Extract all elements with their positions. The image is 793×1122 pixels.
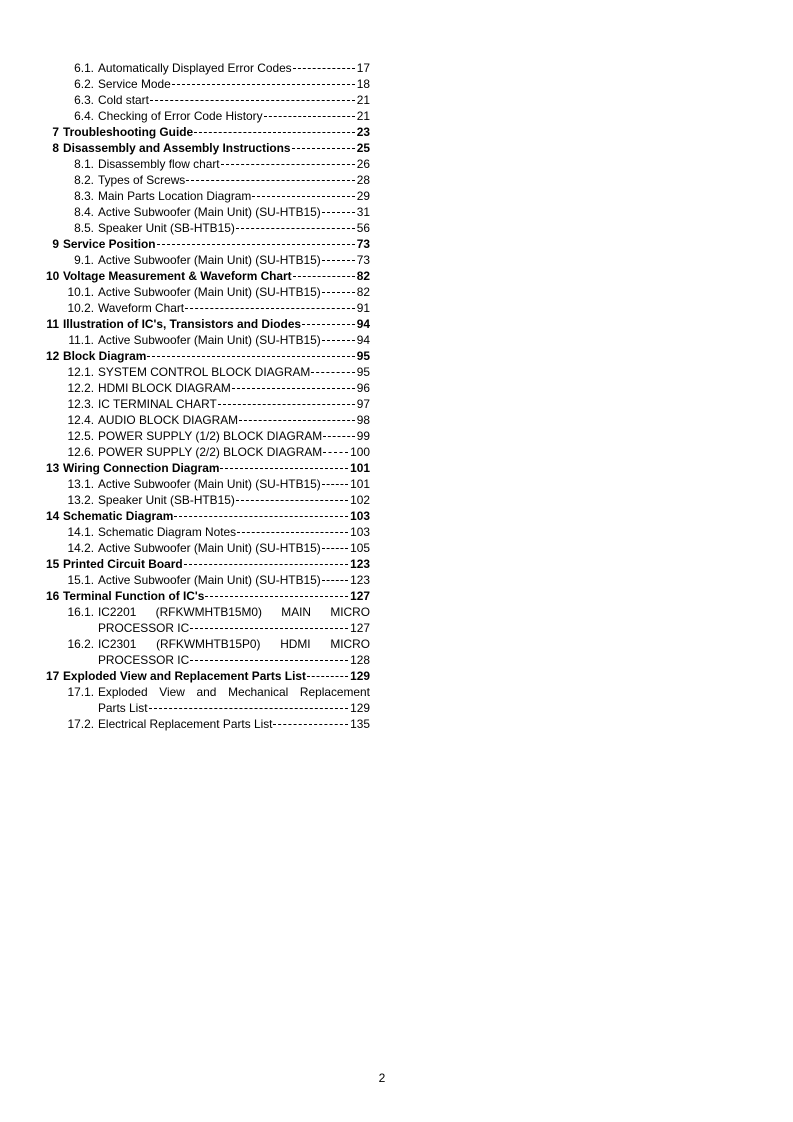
toc-dot-leader: [307, 675, 348, 677]
toc-section-entry[interactable]: [46, 156, 370, 172]
toc-dot-leader: [322, 483, 348, 485]
toc-section-entry[interactable]: [46, 572, 370, 588]
toc-entry-page: 94: [356, 333, 370, 347]
toc-entry-title: Illustration of IC's, Transistors and Diodes: [63, 317, 302, 331]
toc-dot-leader: [322, 211, 355, 213]
toc-entry-title: Types of Screws: [98, 173, 186, 187]
toc-entry-page: 82: [356, 285, 370, 299]
toc-entry-number: 6.2.: [74, 77, 94, 91]
toc-chapter-entry[interactable]: [46, 556, 370, 572]
toc-dot-leader: [172, 83, 355, 85]
toc-entry-title-word: IC2301: [98, 637, 137, 651]
toc-section-entry[interactable]: [46, 60, 370, 76]
toc-entry-page: 21: [356, 93, 370, 107]
toc-dot-leader: [293, 67, 355, 69]
page-number: 2: [378, 1071, 386, 1085]
toc-entry-title: Parts List: [98, 701, 148, 715]
toc-section-entry[interactable]: [46, 396, 370, 412]
toc-entry-page: 31: [356, 205, 370, 219]
toc-section-entry[interactable]: [46, 332, 370, 348]
toc-entry-number: 8.5.: [74, 221, 94, 235]
toc-chapter-entry[interactable]: [46, 268, 370, 284]
toc-entry-number: 16: [46, 589, 60, 603]
toc-section-entry[interactable]: [46, 412, 370, 428]
toc-section-entry[interactable]: [46, 620, 370, 636]
toc-section-entry[interactable]: [46, 300, 370, 316]
toc-entry-title: Active Subwoofer (Main Unit) (SU-HTB15): [98, 205, 321, 219]
toc-section-entry[interactable]: [46, 364, 370, 380]
toc-dot-leader: [147, 355, 355, 357]
toc-entry-page: 18: [356, 77, 370, 91]
toc-entry-page: 96: [356, 381, 370, 395]
toc-dot-leader: [322, 291, 355, 293]
toc-entry-title: [98, 604, 370, 620]
toc-entry-title: Electrical Replacement Parts List: [98, 717, 273, 731]
toc-dot-leader: [186, 179, 355, 181]
toc-dot-leader: [236, 227, 355, 229]
toc-entry-page: 127: [350, 621, 370, 635]
toc-section-entry[interactable]: [46, 204, 370, 220]
toc-dot-leader: [323, 451, 348, 453]
toc-chapter-entry[interactable]: [46, 508, 370, 524]
toc-chapter-entry[interactable]: [46, 236, 370, 252]
toc-entry-number: 9.1.: [74, 253, 94, 267]
toc-entry-page: 102: [350, 493, 370, 507]
toc-entry-page: 95: [356, 349, 370, 363]
toc-dot-leader: [322, 259, 355, 261]
toc-entry-page: 23: [356, 125, 370, 139]
toc-dot-leader: [237, 531, 348, 533]
toc-entry-title: Terminal Function of IC's: [63, 589, 205, 603]
toc-entry-title: Active Subwoofer (Main Unit) (SU-HTB15): [98, 285, 321, 299]
toc-dot-leader: [157, 243, 355, 245]
toc-entry-title: SYSTEM CONTROL BLOCK DIAGRAM: [98, 365, 311, 379]
toc-entry-title: Speaker Unit (SB-HTB15): [98, 493, 235, 507]
toc-section-entry[interactable]: [46, 428, 370, 444]
toc-dot-leader: [205, 595, 348, 597]
toc-entry-title: Wiring Connection Diagram: [63, 461, 220, 475]
toc-dot-leader: [252, 195, 354, 197]
toc-entry-title: IC TERMINAL CHART: [98, 397, 217, 411]
toc-dot-leader: [302, 323, 355, 325]
toc-entry-number: 12.5.: [67, 429, 94, 443]
toc-entry-title: Active Subwoofer (Main Unit) (SU-HTB15): [98, 541, 321, 555]
toc-entry-title: Service Position: [63, 237, 156, 251]
toc-entry-page: 91: [356, 301, 370, 315]
toc-dot-leader: [218, 403, 355, 405]
toc-entry-number: 6.1.: [74, 61, 94, 75]
toc-dot-leader: [322, 579, 348, 581]
toc-entry-page: 129: [350, 669, 370, 683]
toc-entry-page: 21: [356, 109, 370, 123]
toc-entry-page: 103: [350, 525, 370, 539]
toc-entry-number: 10.2.: [67, 301, 94, 315]
toc-entry-number: 8.3.: [74, 189, 94, 203]
toc-section-entry[interactable]: [46, 476, 370, 492]
toc-entry-number: 16.2.: [67, 637, 94, 651]
toc-chapter-entry[interactable]: [46, 348, 370, 364]
toc-entry-title: PROCESSOR IC: [98, 621, 190, 635]
toc-chapter-entry[interactable]: [46, 460, 370, 476]
toc-entry-number: 11.1.: [68, 333, 94, 347]
toc-entry-title-word: IC2201: [98, 605, 137, 619]
toc-entry-number: 15.1.: [67, 573, 94, 587]
toc-entry-title: Troubleshooting Guide: [63, 125, 194, 139]
toc-chapter-entry[interactable]: [46, 588, 370, 604]
toc-entry-page: 97: [356, 397, 370, 411]
toc-entry-title: Block Diagram: [63, 349, 147, 363]
toc-entry-title: Schematic Diagram: [63, 509, 174, 523]
toc-dot-leader: [190, 627, 348, 629]
toc-entry-number: 8.1.: [74, 157, 94, 171]
toc-entry-number: 10: [46, 269, 60, 283]
toc-section-entry[interactable]: [46, 380, 370, 396]
toc-section-entry[interactable]: [46, 76, 370, 92]
toc-entry-number: 12.1.: [67, 365, 94, 379]
toc-entry-title: Disassembly and Assembly Instructions: [63, 141, 291, 155]
toc-entry-title: POWER SUPPLY (1/2) BLOCK DIAGRAM: [98, 429, 323, 443]
toc-entry-title: Active Subwoofer (Main Unit) (SU-HTB15): [98, 253, 321, 267]
toc-chapter-entry[interactable]: [46, 316, 370, 332]
toc-entry-number: 13: [46, 461, 60, 475]
toc-section-entry[interactable]: [46, 92, 370, 108]
toc-entry-number: 8.4.: [74, 205, 94, 219]
toc-section-entry[interactable]: [46, 220, 370, 236]
toc-dot-leader: [220, 467, 348, 469]
toc-entry-page: 82: [356, 269, 370, 283]
toc-entry-number: 9: [52, 237, 59, 251]
toc-section-entry[interactable]: [46, 188, 370, 204]
toc-section-entry[interactable]: [46, 492, 370, 508]
toc-entry-title: Service Mode: [98, 77, 171, 91]
toc-entry-title-word: Mechanical: [228, 685, 289, 699]
toc-entry-number: 14.2.: [67, 541, 94, 555]
toc-entry-title: AUDIO BLOCK DIAGRAM: [98, 413, 239, 427]
toc-entry-page: 29: [356, 189, 370, 203]
toc-dot-leader: [322, 547, 348, 549]
toc-entry-number: 12: [46, 349, 60, 363]
toc-entry-number: 17.1.: [67, 685, 94, 699]
toc-dot-leader: [292, 147, 355, 149]
toc-entry-title-word: MICRO: [330, 637, 370, 651]
toc-entry-title: [98, 636, 370, 652]
toc-entry-title: Active Subwoofer (Main Unit) (SU-HTB15): [98, 573, 321, 587]
toc-dot-leader: [221, 163, 355, 165]
toc-entry-title: Voltage Measurement & Waveform Chart: [63, 269, 292, 283]
toc-entry-page: 128: [350, 653, 370, 667]
toc-entry-page: 123: [350, 573, 370, 587]
toc-entry-title: Automatically Displayed Error Codes: [98, 61, 292, 75]
toc-dot-leader: [185, 307, 355, 309]
toc-entry-title: Waveform Chart: [98, 301, 185, 315]
toc-section-entry[interactable]: [46, 700, 370, 716]
toc-chapter-entry[interactable]: [46, 124, 370, 140]
toc-dot-leader: [236, 499, 348, 501]
toc-entry-page: 73: [356, 237, 370, 251]
toc-entry-page: 25: [356, 141, 370, 155]
toc-entry-number: 12.4.: [67, 413, 94, 427]
toc-entry-title-word: (RFKWMHTB15M0): [155, 605, 262, 619]
toc-entry-page: 105: [350, 541, 370, 555]
toc-dot-leader: [273, 723, 348, 725]
toc-entry-title: Schematic Diagram Notes: [98, 525, 237, 539]
toc-entry-number: 12.3.: [67, 397, 94, 411]
toc-entry-title: Cold start: [98, 93, 149, 107]
toc-dot-leader: [322, 339, 355, 341]
toc-entry-title-word: View: [159, 685, 185, 699]
toc-entry-page: 123: [350, 557, 370, 571]
toc-entry-number: 6.3.: [74, 93, 94, 107]
toc-entry-page: 98: [356, 413, 370, 427]
toc-entry-title: Active Subwoofer (Main Unit) (SU-HTB15): [98, 333, 321, 347]
toc-entry-number: 17: [46, 669, 60, 683]
toc-entry-number: 17.2.: [67, 717, 94, 731]
toc-dot-leader: [232, 387, 355, 389]
toc-section-entry[interactable]: [46, 108, 370, 124]
toc-entry-title: Printed Circuit Board: [63, 557, 183, 571]
toc-entry-title: Exploded View and Replacement Parts List: [63, 669, 306, 683]
toc-entry-number: 8.2.: [74, 173, 94, 187]
toc-entry-page: 95: [356, 365, 370, 379]
toc-entry-number: 8: [52, 141, 59, 155]
toc-entry-page: 101: [350, 477, 370, 491]
toc-section-entry[interactable]: [46, 652, 370, 668]
toc-entry-title-word: MICRO: [330, 605, 370, 619]
toc-entry-title-word: Replacement: [299, 685, 370, 699]
toc-entry-title-word: HDMI: [280, 637, 311, 651]
toc-dot-leader: [311, 371, 354, 373]
toc-entry-page: 127: [350, 589, 370, 603]
toc-entry-title-word: Exploded: [98, 685, 148, 699]
toc-entry-page: 94: [356, 317, 370, 331]
toc-entry-page: 28: [356, 173, 370, 187]
table-of-contents: [46, 60, 370, 732]
toc-dot-leader: [174, 515, 348, 517]
toc-entry-number: 10.1.: [67, 285, 94, 299]
toc-chapter-entry[interactable]: [46, 668, 370, 684]
toc-entry-title: Disassembly flow chart: [98, 157, 220, 171]
toc-entry-title-word: and: [196, 685, 217, 699]
toc-entry-number: 12.2.: [67, 381, 94, 395]
toc-entry-title: HDMI BLOCK DIAGRAM: [98, 381, 231, 395]
toc-dot-leader: [323, 435, 355, 437]
toc-entry-page: 73: [356, 253, 370, 267]
toc-entry-page: 135: [350, 717, 370, 731]
toc-entry-page: 100: [350, 445, 370, 459]
toc-entry-page: 101: [350, 461, 370, 475]
toc-section-entry[interactable]: [46, 716, 370, 732]
toc-entry-number: 15: [46, 557, 60, 571]
toc-dot-leader: [150, 99, 355, 101]
toc-section-entry[interactable]: [46, 540, 370, 556]
toc-entry-title: Active Subwoofer (Main Unit) (SU-HTB15): [98, 477, 321, 491]
toc-dot-leader: [190, 659, 348, 661]
toc-dot-leader: [194, 131, 355, 133]
toc-dot-leader: [184, 563, 349, 565]
toc-section-entry[interactable]: [46, 524, 370, 540]
toc-entry-title: Main Parts Location Diagram: [98, 189, 252, 203]
toc-dot-leader: [293, 275, 355, 277]
toc-entry-page: 99: [356, 429, 370, 443]
toc-entry-title-word: (RFKWMHTB15P0): [156, 637, 261, 651]
toc-entry-page: 17: [356, 61, 370, 75]
toc-entry-page: 26: [356, 157, 370, 171]
toc-section-entry[interactable]: [46, 684, 370, 700]
toc-entry-page: 103: [350, 509, 370, 523]
toc-entry-title: PROCESSOR IC: [98, 653, 190, 667]
toc-section-entry[interactable]: [46, 604, 370, 620]
toc-section-entry[interactable]: [46, 172, 370, 188]
toc-entry-number: 11: [46, 317, 59, 331]
toc-dot-leader: [239, 419, 355, 421]
toc-entry-number: 13.2.: [67, 493, 94, 507]
toc-entry-number: 7: [52, 125, 59, 139]
toc-entry-number: 13.1.: [67, 477, 94, 491]
toc-section-entry[interactable]: [46, 636, 370, 652]
toc-dot-leader: [264, 115, 355, 117]
toc-entry-number: 14: [46, 509, 60, 523]
toc-section-entry[interactable]: [46, 284, 370, 300]
toc-entry-number: 6.4.: [74, 109, 94, 123]
toc-entry-number: 12.6.: [67, 445, 94, 459]
toc-entry-title: [98, 684, 370, 700]
toc-entry-number: 16.1.: [67, 605, 94, 619]
toc-entry-title: Speaker Unit (SB-HTB15): [98, 221, 235, 235]
toc-section-entry[interactable]: [46, 252, 370, 268]
toc-entry-title: POWER SUPPLY (2/2) BLOCK DIAGRAM: [98, 445, 323, 459]
toc-entry-title: Checking of Error Code History: [98, 109, 263, 123]
toc-section-entry[interactable]: [46, 444, 370, 460]
toc-entry-page: 129: [350, 701, 370, 715]
toc-dot-leader: [149, 707, 349, 709]
toc-chapter-entry[interactable]: [46, 140, 370, 156]
toc-entry-title-word: MAIN: [281, 605, 312, 619]
toc-entry-number: 14.1.: [67, 525, 94, 539]
toc-entry-page: 56: [356, 221, 370, 235]
